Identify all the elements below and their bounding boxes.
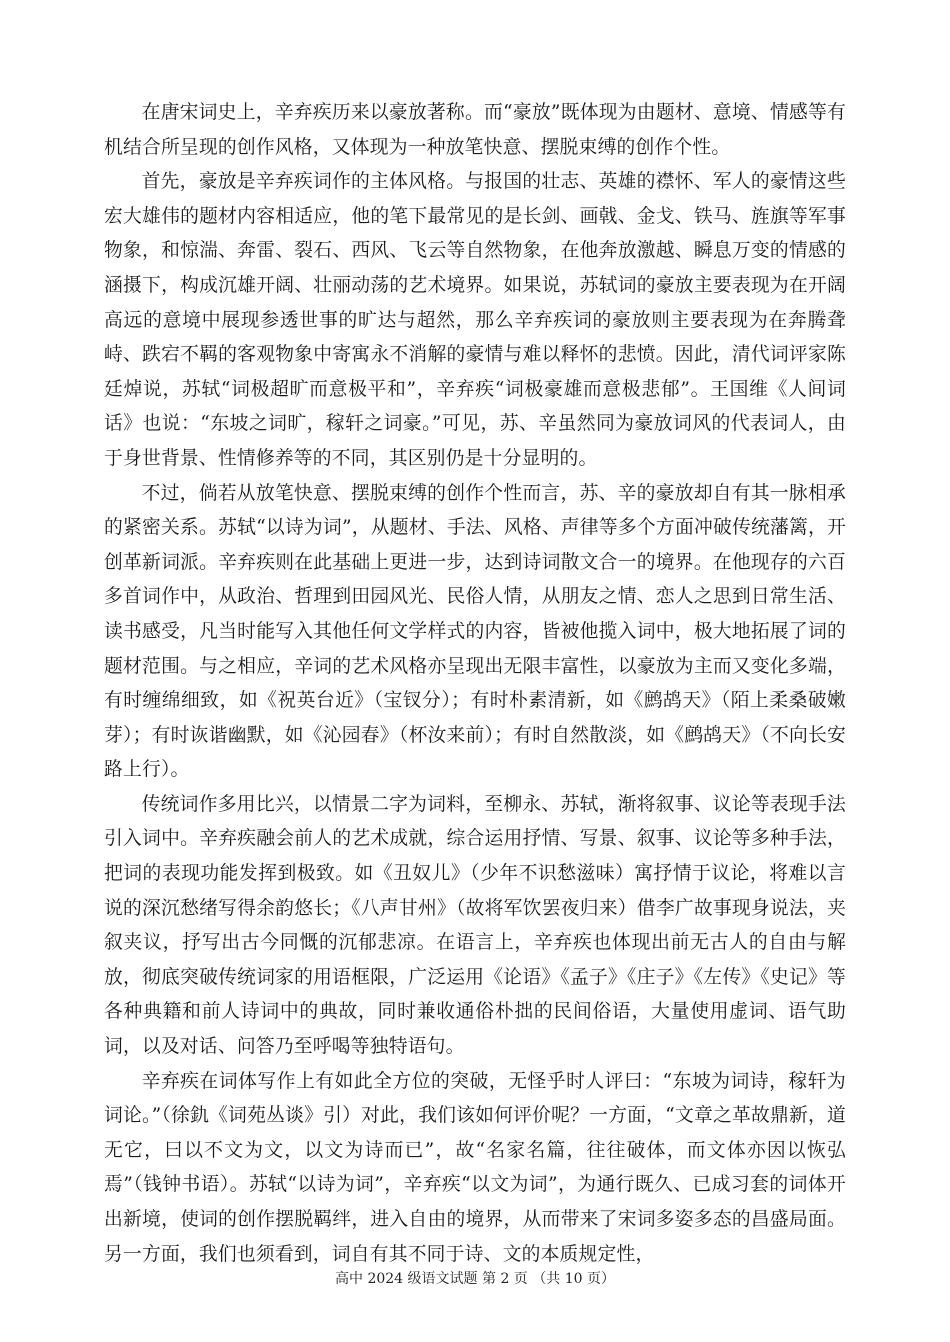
document-body <box>104 96 846 1272</box>
paragraph-1: 在唐宋词史上，辛弃疾历来以豪放著称。而“豪放”既体现为由题材、意境、情感等有机结合所呈现的创作风格，又体现为一种放笔快意、摆脱束缚的创作个性。 <box>104 102 846 158</box>
paragraph-2: 首先，豪放是辛弃疾词作的主体风格。与报国的壮志、英雄的襟怀、军人的豪情这些宏大雄伟的题材内容相适应，他的笔下最常见的是长剑、画戟、金戈、铁马、旌旗等军事物象，和惊湍、奔雷、裂石、西风、飞云等自然物象，在他奔放激越、瞬息万变的情感的涵摄下，构成沉雄开阔、壮丽动荡的艺术境界。如果说，苏轼词的豪放主要表现为在开阔高远的意境中展现参透世事的旷达与超然，那么辛弃疾词的豪放则主要表现为在奔腾聋峙、跌宕不羁的客观物象中寄寓永不消解的豪情与难以释怀的悲愤。因此，清代词评家陈廷焯说，苏轼“词极超旷而意极平和”，辛弃疾“词极豪雄而意极悲郁”。王国维《人间词话》也说：“东坡之词旷，稼轩之词豪。”可见，苏、辛虽然同为豪放词风的代表词人，由于身世背景、性情修养等的不同，其区别仍是十分显明的。 <box>104 171 846 469</box>
paragraph-5: 辛弃疾在词体写作上有如此全方位的突破，无怪乎时人评曰：“东坡为词诗，稼轩为词论。”（徐釚《词苑丛谈》引）对此，我们该如何评价呢？一方面，“文章之革故鼎新，道无它，曰以不文为文，以文为诗而已”，故“名家名篇，往往破体，而文体亦因以恢弘焉”（钱钟书语）。苏轼“以诗为词”，辛弃疾“以文为词”，为通行既久、已成习套的词体开出新境，使词的创作摆脱羁绊，进入自由的境界，从而带来了宋词多姿多态的昌盛局面。另一方面，我们也须看到，词自有其不同于诗、文的本质规定性， <box>104 1070 846 1265</box>
page-footer: 高中 2024 级语文试题 第 2 页 （共 10 页） <box>335 1271 615 1287</box>
paragraph-4: 传统词作多用比兴，以情景二字为词料，至柳永、苏轼，渐将叙事、议论等表现手法引入词中。辛弃疾融会前人的艺术成就，综合运用抒情、写景、叙事、议论等多种手法，把词的表现功能发挥到极致。如《丑奴儿》（少年不识愁滋味）寓抒情于议论，将难以言说的深沉愁绪写得余韵悠长；《八声甘州》（故将军饮罢夜归来）借李广故事现身说法，夹叙夹议，抒写出古今同慨的沉郁悲凉。在语言上，辛弃疾也体现出前无古人的自由与解放，彻底突破传统词家的用语框限，广泛运用《论语》《孟子》《庄子》《左传》《史记》等各种典籍和前人诗词中的典故，同时兼收通俗朴拙的民间俗语，大量使用虚词、语气助词，以及对话、问答乃至呼喝等独特语句。 <box>104 793 846 1058</box>
paragraph-3: 不过，倘若从放笔快意、摆脱束缚的创作个性而言，苏、辛的豪放却自有其一脉相承的紧密关系。苏轼“以诗为词”，从题材、手法、风格、声律等多个方面冲破传统藩篱，开创革新词派。辛弃疾则在此基础上更进一步，达到诗词散文合一的境界。在他现存的六百多首词作中，从政治、哲理到田园风光、民俗人情，从朋友之情、恋人之思到日常生活、读书感受，凡当时能写入其他任何文学样式的内容，皆被他揽入词中，极大地拓展了词的题材范围。与之相应，辛词的艺术风格亦呈现出无限丰富性，以豪放为主而又变化多端，有时缠绵细致，如《祝英台近》（宝钗分）；有时朴素清新，如《鹧鸪天》（陌上柔桑破嫩芽）；有时诙谐幽默，如《沁园春》（杯汝来前）；有时自然散淡，如《鹧鸪天》（不向长安路上行）。 <box>104 482 846 781</box>
